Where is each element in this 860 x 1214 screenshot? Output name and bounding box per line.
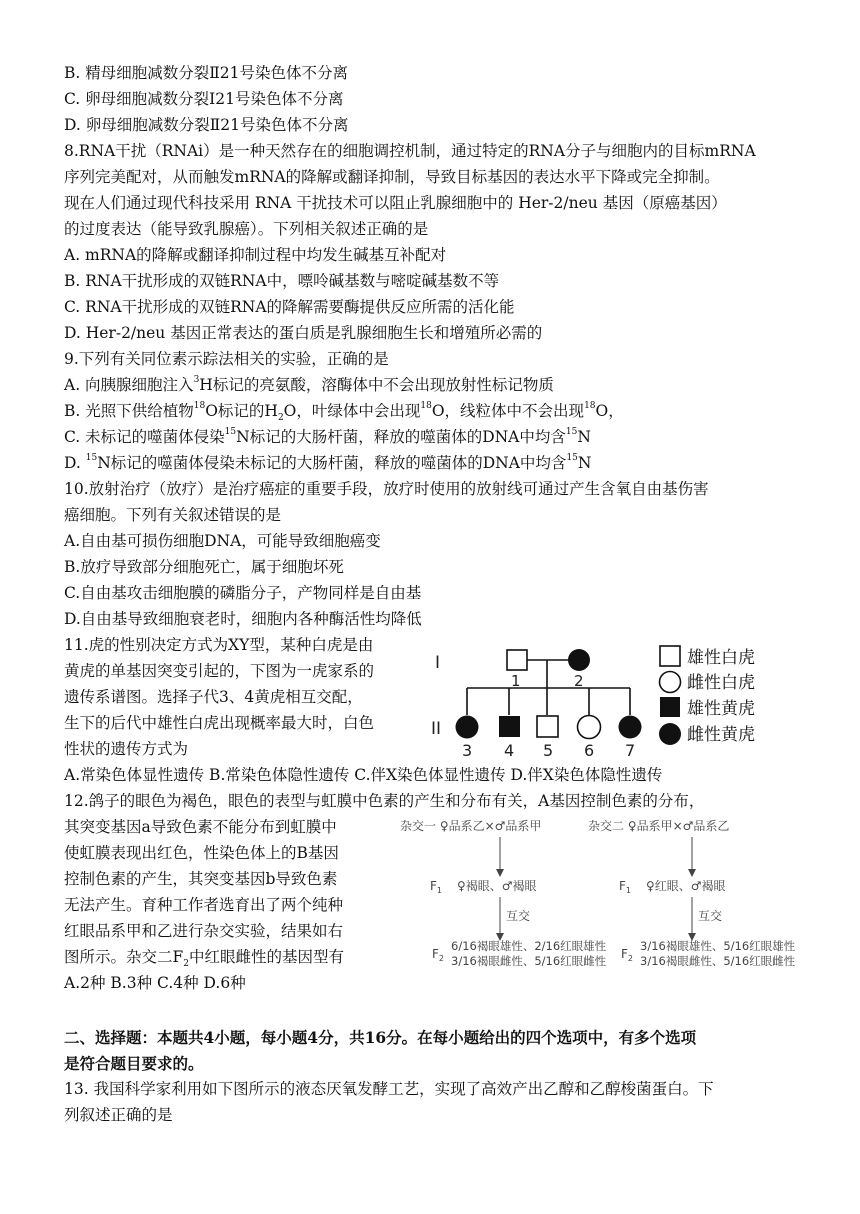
- q7-option-d-text: D. 卵母细胞减数分裂Ⅱ21号染色体不分离: [64, 116, 349, 134]
- q10-stem-line2: 癌细胞。下列有关叙述错误的是: [64, 506, 282, 524]
- q12-stem-line2: 使虹膜表现出红色，性染色体上的B基因: [64, 844, 339, 862]
- cross2-title: 杂交二 ♀品系甲×♂品系乙: [588, 819, 730, 833]
- individual-3-female-yellow: [456, 716, 479, 739]
- cross2-f2-label: $F_2$: [621, 947, 633, 963]
- q9-option-d: D. $^{15}$N标记的噬菌体侵染未标记的大肠杆菌，释放的噬菌体的DNA中均含$^{15}$N: [64, 452, 592, 472]
- q12-stem-line1: 其突变基因a导致色素不能分布到虹膜中: [64, 818, 337, 836]
- individual-1-male-white: [507, 650, 527, 670]
- q11-stem-line2: 黄虎的单基因突变引起的，下图为一虎家系的: [64, 662, 375, 680]
- q7-option-b: [64, 61, 348, 87]
- q9-option-c: C. 未标记的噬菌体侵染$^{15}$N标记的大肠杆菌，释放的噬菌体的DNA中均含$^{15}$N: [64, 426, 591, 446]
- q9-option-a: A. 向胰腺细胞注入$^3$H标记的亮氨酸，溶酶体中不会出现放射性标记物质: [64, 374, 554, 394]
- legend-female-yellow-symbol: [659, 723, 681, 745]
- individual-7-number: 7: [625, 741, 636, 760]
- legend-female-white-symbol: [660, 672, 681, 693]
- q11-stem-line5: 性状的遗传方式为: [64, 740, 189, 758]
- generation-label-1: I: [435, 653, 441, 673]
- legend-male-yellow-label: 雄性黄虎: [687, 699, 755, 719]
- individual-2-number: 2: [574, 672, 584, 690]
- cross2-intercross-label: 互交: [698, 909, 723, 923]
- q8-stem-line4: 的过度表达（能导致乳腺癌）。下列相关叙述正确的是: [64, 220, 429, 238]
- q8-option-a: A. mRNA的降解或翻译抑制过程中均发生碱基互补配对: [64, 246, 447, 264]
- individual-5-number: 5: [543, 741, 554, 760]
- cross1-title: 杂交一 ♀品系乙×♂品系甲: [400, 819, 542, 833]
- cross2-f2-line1: 3/16褐眼雄性、5/16红眼雄性: [640, 939, 796, 953]
- individual-7-female-yellow: [619, 716, 642, 739]
- generation-label-2: II: [431, 719, 442, 739]
- q8-option-b: B. RNA干扰形成的双链RNA中，嘌呤碱基数与嘧啶碱基数不等: [64, 272, 500, 290]
- cross2-f2-line2: 3/16褐眼雌性、5/16红眼雌性: [640, 954, 796, 968]
- q11-stem-line4: 生下的后代中雄性白虎出现概率最大时，白色: [64, 714, 375, 732]
- legend-male-white-symbol: [660, 646, 680, 666]
- individual-1-number: 1: [511, 672, 521, 690]
- cross1-f1-label: $F_1$: [430, 879, 442, 895]
- cross-experiment-diagram: [395, 815, 805, 975]
- legend-female-white-label: 雌性白虎: [687, 673, 755, 693]
- individual-5-male-white: [537, 716, 558, 737]
- q10-option-c: C.自由基攻击细胞膜的磷脂分子，产物同样是自由基: [64, 584, 422, 602]
- q10-option-b: B.放疗导致部分细胞死亡，属于细胞坏死: [64, 558, 344, 576]
- cross1-f1-result: ♀褐眼、♂褐眼: [457, 879, 537, 893]
- section2-heading-line1: 二、选择题：本题共4小题，每小题4分，共16分。在每小题给出的四个选项中，有多个选项: [64, 1028, 697, 1047]
- q8-option-d: D. Her-2/neu 基因正常表达的蛋白质是乳腺细胞生长和增殖所必需的: [64, 324, 543, 342]
- cross1-f2-label: $F_2$: [432, 947, 444, 963]
- pedigree-chart: [425, 642, 775, 760]
- q9-option-b: B. 光照下供给植物$^{18}$O标记的$H_2O$，叶绿体中会出现$^{18}$O，线粒体中不会出现$^{18}$O，: [64, 400, 624, 424]
- q7-option-b-text: B. 精母细胞减数分裂Ⅱ21号染色体不分离: [64, 64, 349, 82]
- q7-option-c: [64, 87, 344, 113]
- q12-stem-line5: 红眼品系甲和乙进行杂交实验，结果如右: [64, 922, 344, 940]
- q12-stem-line0: 12.鸽子的眼色为褐色，眼色的表型与虹膜中色素的产生和分布有关，A基因控制色素的分布，: [64, 792, 705, 810]
- q8-stem-line1: 8.RNA干扰（RNAi）是一种天然存在的细胞调控机制，通过特定的RNA分子与细胞内的目标mRNA: [64, 142, 756, 160]
- individual-4-male-yellow: [499, 716, 520, 737]
- legend-female-yellow-label: 雌性黄虎: [687, 725, 755, 745]
- individual-4-number: 4: [504, 741, 515, 760]
- cross1-intercross-label: 互交: [506, 909, 531, 923]
- q10-stem-line1: 10.放射治疗（放疗）是治疗癌症的重要手段，放疗时使用的放射线可通过产生含氧自由基伤害: [64, 480, 709, 498]
- q7-option-c-text: C. 卵母细胞减数分裂Ⅰ21号染色体不分离: [64, 90, 344, 108]
- q13-stem-line2: 列叙述正确的是: [64, 1106, 173, 1124]
- q8-stem-line3: 现在人们通过现代科技采用 RNA 干扰技术可以阻止乳腺细胞中的 Her-2/neu 基因（原癌基因）: [64, 194, 727, 212]
- q11-stem-line3: 遗传系谱图。选择子代3、4黄虎相互交配，: [64, 688, 363, 706]
- q12-stem-line4: 无法产生。育种工作者选育出了两个纯种: [64, 896, 344, 914]
- q12-stem-line6: 图所示。杂交二$F_2$中红眼雌性的基因型有: [64, 948, 345, 970]
- cross1-f2-line2: 3/16褐眼雌性、5/16红眼雌性: [451, 954, 607, 968]
- individual-2-female-yellow: [568, 649, 590, 671]
- q8-option-c: C. RNA干扰形成的双链RNA的降解需要酶提供反应所需的活化能: [64, 298, 515, 316]
- q10-option-d: D.自由基导致细胞衰老时，细胞内各种酶活性均降低: [64, 610, 422, 628]
- q11-options: A.常染色体显性遗传 B.常染色体隐性遗传 C.伴X染色体显性遗传 D.伴X染色体隐性遗传: [64, 766, 663, 784]
- q9-stem: 9.下列有关同位素示踪法相关的实验，正确的是: [64, 350, 389, 368]
- q12-options: A.2种 B.3种 C.4种 D.6种: [64, 974, 246, 992]
- cross2-f1-label: $F_1$: [619, 879, 631, 895]
- q8-stem-line2: 序列完美配对，从而触发mRNA的降解或翻译抑制，导致目标基因的表达水平下降或完全抑制。: [64, 168, 720, 186]
- section2-heading-line2: 是符合题目要求的。: [64, 1054, 204, 1073]
- individual-6-female-white: [578, 716, 601, 739]
- legend-male-yellow-symbol: [660, 697, 680, 717]
- q7-option-d: [64, 113, 349, 139]
- q10-option-a: A.自由基可损伤细胞DNA，可能导致细胞癌变: [64, 532, 381, 550]
- individual-3-number: 3: [462, 741, 473, 760]
- cross1-f2-line1: 6/16褐眼雄性、2/16红眼雄性: [451, 939, 607, 953]
- q11-stem-line1: 11.虎的性别决定方式为XY型，某种白虎是由: [64, 636, 374, 654]
- individual-6-number: 6: [584, 741, 595, 760]
- q12-stem-line3: 控制色素的产生，其突变基因b导致色素: [64, 870, 338, 888]
- cross2-f1-result: ♀红眼、♂褐眼: [646, 879, 726, 893]
- q13-stem-line1: 13. 我国科学家利用如下图所示的液态厌氧发酵工艺，实现了高效产出乙醇和乙醇梭菌蛋白。下: [64, 1080, 714, 1098]
- legend-male-white-label: 雄性白虎: [687, 648, 755, 668]
